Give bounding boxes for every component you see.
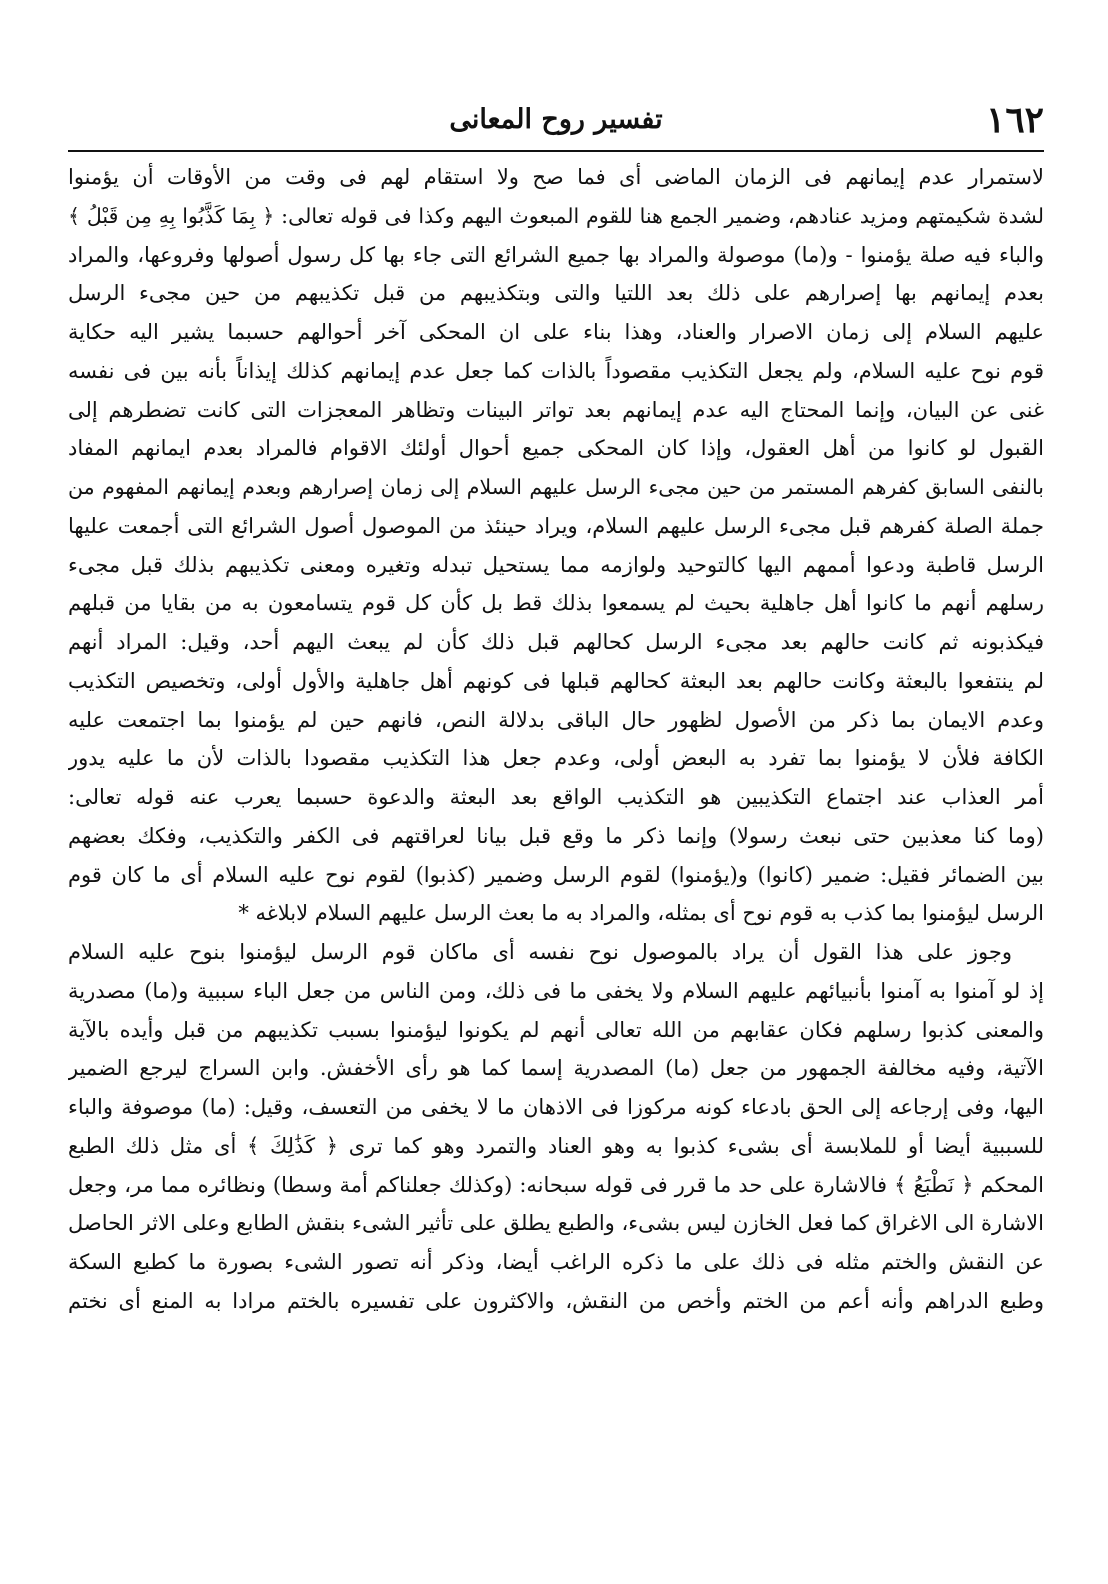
text-line: الكافة فلأن لا يؤمنوا بما تفرد به البعض أولى، وعدم جعل هذا التكذيب مقصودا بالذات لأن ما عليه يدور bbox=[68, 746, 1044, 771]
text-line: قوم نوح عليه السلام، ولم يجعل التكذيب مقصوداً بالذات كما جعل عدم إيمانهم كذلك إيذاناً بأنه بين فى نفسه bbox=[68, 358, 1044, 383]
body-text bbox=[68, 158, 1044, 1321]
running-title: تفسير روح المعانى bbox=[449, 104, 663, 135]
page-number: ١٦٢ bbox=[985, 99, 1044, 141]
page-header bbox=[68, 92, 1044, 152]
text-line: عن النقش والختم مثله فى ذلك على ما ذكره الراغب أيضا، وذكر أنه تصور الشىء بصورة ما كطبع السكة bbox=[68, 1250, 1044, 1274]
text-line: وطبع الدراهم وأنه أعم من الختم وأخص من النقش، والاكثرون على تفسيره بالختم مرادا به المنع أى نختم bbox=[68, 1288, 1044, 1313]
text-line: لاستمرار عدم إيمانهم فى الزمان الماضى أى فما صح ولا استقام لهم فى وقت من الأوقات أن يؤمنوا bbox=[68, 165, 1044, 189]
text-line: (وما كنا معذبين حتى نبعث رسولا) وإنما ذكر ما وقع قبل بيانا لعراقتهم فى الكفر والتكذيب، وفكك بعضهم bbox=[68, 823, 1044, 848]
text-line: إذ لو آمنوا به آمنوا بأنبيائهم عليهم السلام ولا يخفى ما فى ذلك، ومن الناس من جعل الباء سببية و(ما) مصدرية bbox=[68, 978, 1044, 1003]
text-line: للسببية أيضا أو للملابسة أى بشىء كذبوا به وهو العناد والتمرد وهو كما ترى ﴿ كَذَٰلِكَ ﴾ أى مثل ذلك الطبع bbox=[68, 1133, 1044, 1158]
header-rule bbox=[68, 150, 1044, 152]
text-line: وعدم الايمان بما ذكر من الأصول لظهور حال الباقى بدلالة النص، فانهم حين لم يؤمنوا بما اجتمعت عليه bbox=[68, 707, 1044, 732]
text-line: الاشارة الى الاغراق كما فعل الخازن ليس بشىء، والطبع يطلق على تأثير الشىء بنقش الطابع وعلى الاثر الحاصل bbox=[68, 1211, 1044, 1236]
text-line: أمر العذاب عند اجتماع التكذيبين هو التكذيب الواقع بعد البعثة والدعوة حسبما يعرب عنه قوله تعالى: bbox=[68, 785, 1044, 809]
text-line: المحكم ﴿ نَطْبَعُ ﴾ فالاشارة على حد ما قرر فى قوله سبحانه: (وكذلك جعلناكم أمة وسطا) ونظائره مما مر، وجعل bbox=[68, 1172, 1044, 1197]
text-line: الآتية، وفيه مخالفة الجمهور من جعل (ما) المصدرية إسما كما هو رأى الأخفش. وابن السراج ليرجع الضمير bbox=[68, 1056, 1044, 1081]
text-line: وجوز على هذا القول أن يراد بالموصول نوح نفسه أى ماكان قوم الرسل ليؤمنوا بنوح عليه السلام bbox=[68, 940, 1012, 964]
text-line: بين الضمائر فقيل: ضمير (كانوا) و(يؤمنوا) لقوم الرسل وضمير (كذبوا) لقوم نوح عليه السلام أى ما كان قوم bbox=[68, 862, 1044, 887]
text-line: والباء فيه صلة يؤمنوا - و(ما) موصولة والمراد بها جميع الشرائع التى جاء بها كل رسول أصولها وفروعها، والمراد bbox=[68, 242, 1044, 267]
text-line: بالنفى السابق كفرهم المستمر من حين مجىء الرسل عليهم السلام إلى زمان إصرارهم وبعدم إيمانهم المفهوم من bbox=[68, 475, 1044, 499]
text-line: والمعنى كذبوا رسلهم فكان عقابهم من الله تعالى أنهم لم يكونوا ليؤمنوا بسبب تكذيبهم من قبل وأيده بالآية bbox=[68, 1017, 1044, 1042]
text-line: رسلهم أنهم ما كانوا أهل جاهلية بحيث لم يسمعوا بذلك قط بل كأن كل قوم يتسامعون به من بقايا من قبلهم bbox=[68, 591, 1044, 616]
text-line: عليهم السلام إلى زمان الاصرار والعناد، وهذا بناء على ان المحكى آخر أحوالهم حسبما يشير اليه حكاية bbox=[68, 320, 1044, 344]
text-line: الرسل قاطبة ودعوا أممهم اليها كالتوحيد ولوازمه مما يستحيل تبدله وتغيره ومعنى تكذيبهم بذلك قبل مجىء bbox=[68, 552, 1044, 577]
text-line: لم ينتفعوا بالبعثة وكانت حالهم بعد البعثة كحالهم قبلها فى كونهم أهل جاهلية والأول أولى، وتخصيص التكذيب bbox=[68, 668, 1044, 693]
text-line: غنى عن البيان، وإنما المحتاج اليه عدم إيمانهم بعد تواتر البينات وتظاهر المعجزات التى كانت تضطرهم إلى bbox=[68, 397, 1044, 422]
text-line: القبول لو كانوا من أهل العقول، وإذا كان المحكى جميع أحوال أولئك الاقوام فالمراد بعدم ايمانهم المفاد bbox=[68, 436, 1044, 461]
text-line: جملة الصلة كفرهم قبل مجىء الرسل عليهم السلام، ويراد حينئذ من الموصول أصول الشرائع التى أجمعت عليها bbox=[68, 513, 1044, 538]
text-line: اليها، وفى إرجاعه إلى الحق بادعاء كونه مركوزا فى الاذهان ما لا يخفى من التعسف، وقيل: (ما) موصوفة والباء bbox=[68, 1095, 1044, 1119]
text-line: فيكذبونه ثم كانت حالهم بعد مجىء الرسل كحالهم قبل ذلك كأن لم يبعث اليهم أحد، وقيل: المراد أنهم bbox=[68, 630, 1044, 654]
text-line: لشدة شكيمتهم ومزيد عنادهم، وضمير الجمع هنا للقوم المبعوث اليهم وكذا فى قوله تعالى: ﴿ بِمَا كَذَّبُوا بِهِ مِن قَبْلُ ﴾ bbox=[68, 203, 1044, 228]
text-line: بعدم إيمانهم بها إصرارهم على ذلك بعد اللتيا والتى وبتكذيبهم من قبل تكذيبهم من حين مجىء الرسل bbox=[68, 281, 1044, 306]
text-line: الرسل ليؤمنوا بما كذب به قوم نوح أى بمثله، والمراد به ما بعث الرسل عليهم السلام لابلاغه * bbox=[238, 901, 1044, 926]
